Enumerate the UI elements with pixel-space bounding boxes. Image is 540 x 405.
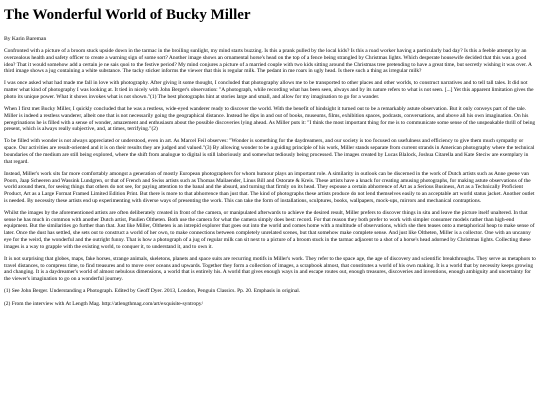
body-paragraph: It is not surprising that globes, maps, fake horses, strange animals, skeletons, planets and space suits are recurring motifs in Miller's work. They refer to the space age, the age of discovery and scientific breakthroughs. They serve as metaphors to travel distances, to compress time, to find treasures and to move over oceans and upwards. Together they form a collection of images, a scrapbook almost, that constitutes a world of his own making. It is a world that by necessity keeps growing and changing. It is a daydreamer's world of almost nebulous dimensions, a world that is entirely his. A world that gives enough ways in and escape routes out, enough treasures, discoveries and inventions, enough ambiguity and uncertainty for the viewer's imagination to go on a wonderful journey.: [4, 255, 536, 283]
body-paragraph: When I first met Bucky Miller, I quickly concluded that he was a restless, wide-eyed wanderer ready to discover the world. With the benefit of hindsight it turned out to be a remarkably astute observation. But it only conveys part of the tale. Miller is indeed a restless wanderer, albeit one that is not necessarily going the geographical distance. Instead he dips in and out of books, museums, films, exhibition spaces, podcasts, conversations, and above all his own imagination. On his peregrinations he is filled with a sense of wonder, amazement and enthusiasm about the possible discoveries lying ahead. As Miller puts it: "I think the most important thing for me is to communicate some sense of the unspeakable thrill of being present, which is always really subjective, and, at times, terrifying."(2): [4, 105, 536, 133]
author-byline: By Karin Bareman: [4, 36, 47, 42]
body-paragraph: To be filled with wonder is not always appreciated or understood, even in art. As Marcel Feil observes: "Wonder is something for the daydreamers, and our society is too focused on usefulness and efficiency to give them much sympathy or space. Our activities are result-oriented and it is on their results they are judged and valued."(3) By allowing wonder to be a guiding principle of his work, Miller stands separate from current strands in American photography where the technical boundaries of the medium are still being explored, where the shift from analogue to digital is still laboriously and somewhat tediously being processed. The images created by Lucas Blalock, Joshua Citarella and Kate Steciw are exemplary in that regard.: [4, 138, 535, 165]
footnote: (1) See John Berger. Understanding a Photograph. Edited by Geoff Dyer. 2013, London, Penguin Classics. Pp. 20. Emphasis in original.: [4, 288, 301, 295]
body-paragraph: Confronted with a picture of a broom stuck upside down in the tarmac in the broiling sunlight, my mind starts buzzing. Is this a prank pulled by the local kids? Is this a road worker having a particularly bad day? Is this a feeble attempt by an overzealous health and safety officer to create a warning sign of some sort? Another image shows an ornamental horse's head on the top of a fence being strangled by Christmas lights. Which desperate housewife decided that this was a good idea? That it would somehow add a certain je ne sais quoi to the festive period? My mind conjures a picture of a married couple with two kids sitting around the Christmas tree pretending to have a great time, but secretly wishing it was over. A third image shows a jug containing a white substance. The tacky sticker informs the viewer that this is regular milk. The pedant in me roars in ugly head. Is there such a thing as irregular milk?: [4, 48, 532, 75]
body-paragraph: Instead, Miller's work sits far more comfortably amongst a generation of mostly European photographers for whom humour plays an important role. A similarity in outlook can be discerned in the work of Dutch artists such as Anne geene van Poorn, Jaap Scheeren and Wassink Lundgren, or that of French and Swiss artists such as Thomas Mailaender, Linus Bill and Ostorate & Kreis. These artists have a knack for creating amusing photographs, for making astute observations of the world around them, for seeing things that others do not see, for paying attention to the banal and the absurd, and turning that firmly on its head. They espouse a certain abhorrence of Art as a Serious Business, Art as a Technically Proficient Product, Art as a Large Format Framed Limited Edition Print. But there is more to that abhorrence than just that. The kind of photographs these artists produce do not lend themselves easily to an acceptable art world status jacket. Another outlet is needed. By necessity these artists end up experimenting with diverse ways of presenting the work. This can take the form of installations, sculptures, books, wallpapers, mock-ups, mirrors and mechanical contraptions.: [4, 170, 535, 204]
footnote: (2) From the interview with At Length Mag. http://atlengthmag.com/art/exquisite-syntropy/: [4, 300, 204, 307]
body-paragraph: Whilst the images by the aforementioned artists are often deliberately created in front of the camera, or manipulated afterwards to achieve the desired result, Miller prefers to discover things in situ and leave the picture itself unaltered. In that sense he has much in common with another Dutch artist, Paulien Oltheten. Both use the camera for what the camera simply does best: record. For that reason they both prefer to work with simpler consumer models rather than high-end equipment. But the similarities go further than that. Just like Miller, Oltheten is an intrepid explorer that goes out into the world and comes home with a multitude of observations, which she then teases onto a metaphorical heap to make sense of later. Once the dust has settled, she sets out to construct a world of her own, to make connections between completely unrelated scenes, but that somehow make complete sense. And just like Oltheten, Miller is a collector. One with an uncanny eye for the weird, the wonderful and the outright funny. That is how a photograph of a jug of regular milk can sit next to a picture of a broom stuck in the tarmac adjacent to a shot of a horse's head adorned by Christmas lights. Collecting these images is a way to grapple with the existing world, to conquer it, to understand it, and to own it.: [4, 209, 535, 250]
article-title: The Wonderful World of Bucky Miller: [4, 7, 251, 23]
body-paragraph: I was once asked what had made me fall in love with photography. After giving it some thought, I concluded that photography allows me to be transported to other places and other worlds, to construct narratives and to tell tall tales. It did not matter what kind of photography I was looking at. It tied in nicely with John Berger's observation: "A photograph, while recording what has been seen, always and by its nature refers to what is not seen. [...] Yet this apparent limitation gives the photo its unique power. What it shows invokes what is not shown."(1) The best photographs hint at stories large and small, and allow for my imagination to go for a wander.: [4, 80, 534, 100]
